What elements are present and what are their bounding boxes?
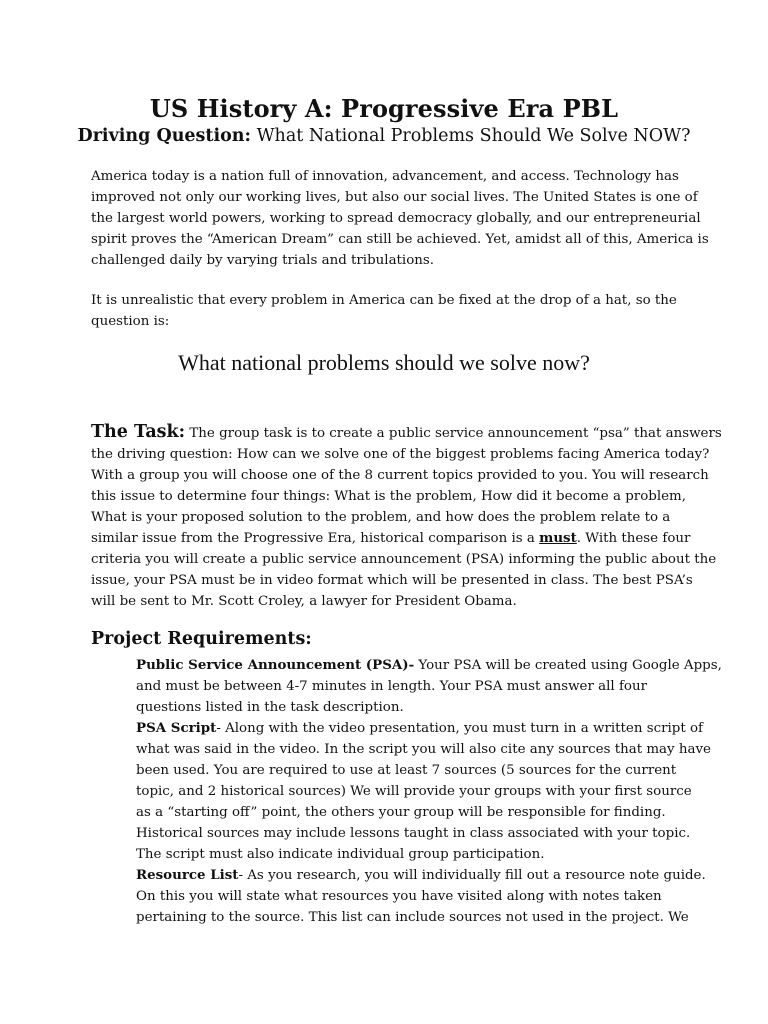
paragraph-line: The script must also indicate individual group participation. bbox=[136, 847, 545, 862]
script-label: PSA Script bbox=[136, 720, 217, 736]
driving-question-text: What National Problems Should We Solve NOW? bbox=[251, 126, 691, 146]
paragraph-line: With a group you will choose one of the 8 current topics provided to you. You will research bbox=[91, 468, 709, 483]
paragraph-line: as a “starting off” point, the others your group will be responsible for finding. bbox=[136, 805, 666, 820]
central-question: What national problems should we solve now? bbox=[178, 350, 590, 375]
must-emphasis: must bbox=[539, 530, 577, 546]
task-first-line: The group task is to create a public service announcement “psa” that answers bbox=[185, 426, 722, 441]
driving-question bbox=[0, 126, 768, 146]
question-paragraph bbox=[91, 290, 677, 332]
paragraph-line: issue, your PSA must be in video format which will be presented in class. The best PSA’s bbox=[91, 573, 693, 588]
page-title: US History A: Progressive Era PBL bbox=[149, 94, 619, 123]
psa-first-line: Your PSA will be created using Google Apps, bbox=[414, 658, 722, 673]
intro-paragraph bbox=[91, 166, 709, 271]
paragraph-line: America today is a nation full of innovation, advancement, and access. Technology has bbox=[91, 169, 679, 184]
paragraph-line: been used. You are required to use at least 7 sources (5 sources for the current bbox=[136, 763, 677, 778]
task-paragraph bbox=[91, 420, 722, 612]
paragraph-line: What is your proposed solution to the problem, and how does the problem relate to a bbox=[91, 510, 671, 525]
psa-label: Public Service Announcement (PSA)- bbox=[136, 657, 415, 673]
must-line-end: . With these four bbox=[576, 531, 691, 546]
paragraph-line: pertaining to the source. This list can include sources not used in the project. We bbox=[136, 910, 689, 925]
requirement-psa bbox=[136, 655, 722, 676]
paragraph-line: will be sent to Mr. Scott Croley, a lawyer for President Obama. bbox=[91, 594, 517, 609]
paragraph-line: and must be between 4-7 minutes in length. Your PSA must answer all four bbox=[136, 679, 647, 694]
driving-question-label: Driving Question: bbox=[77, 126, 251, 146]
script-first-line: - Along with the video presentation, you must turn in a written script of bbox=[216, 721, 703, 736]
requirements-list bbox=[136, 655, 722, 928]
paragraph-line: this issue to determine four things: What is the problem, How did it become a problem, bbox=[91, 489, 686, 504]
requirement-resource bbox=[136, 865, 722, 886]
paragraph-line: the driving question: How can we solve one of the biggest problems facing America today? bbox=[91, 447, 710, 462]
paragraph-line: On this you will state what resources you have visited along with notes taken bbox=[136, 889, 662, 904]
paragraph-line: the largest world powers, working to spread democracy globally, and our entrepreneurial bbox=[91, 211, 701, 226]
paragraph-line: questions listed in the task description. bbox=[136, 700, 404, 715]
paragraph-line: criteria you will create a public service announcement (PSA) informing the public about the bbox=[91, 552, 717, 567]
paragraph-line bbox=[91, 420, 722, 444]
resource-first-line: - As you research, you will individually fill out a resource note guide. bbox=[238, 868, 706, 883]
paragraph-line: It is unrealistic that every problem in America can be fixed at the drop of a hat, so the bbox=[91, 293, 677, 308]
paragraph-line: spirit proves the “American Dream” can still be achieved. Yet, amidst all of this, America is bbox=[91, 232, 709, 247]
paragraph-line: improved not only our working lives, but also our social lives. The United States is one of bbox=[91, 190, 698, 205]
requirements-heading: Project Requirements: bbox=[91, 629, 312, 649]
paragraph-line: question is: bbox=[91, 314, 170, 329]
requirement-script bbox=[136, 718, 722, 739]
paragraph-line: challenged daily by varying trials and tribulations. bbox=[91, 253, 435, 268]
paragraph-line bbox=[91, 528, 722, 549]
paragraph-line: topic, and 2 historical sources) We will provide your groups with your first source bbox=[136, 784, 692, 799]
paragraph-line: Historical sources may include lessons taught in class associated with your topic. bbox=[136, 826, 691, 841]
task-label: The Task: bbox=[91, 422, 186, 442]
resource-label: Resource List bbox=[136, 867, 239, 883]
paragraph-line: what was said in the video. In the script you will also cite any sources that may have bbox=[136, 742, 711, 757]
must-line-start: similar issue from the Progressive Era, historical comparison is a bbox=[91, 531, 540, 546]
